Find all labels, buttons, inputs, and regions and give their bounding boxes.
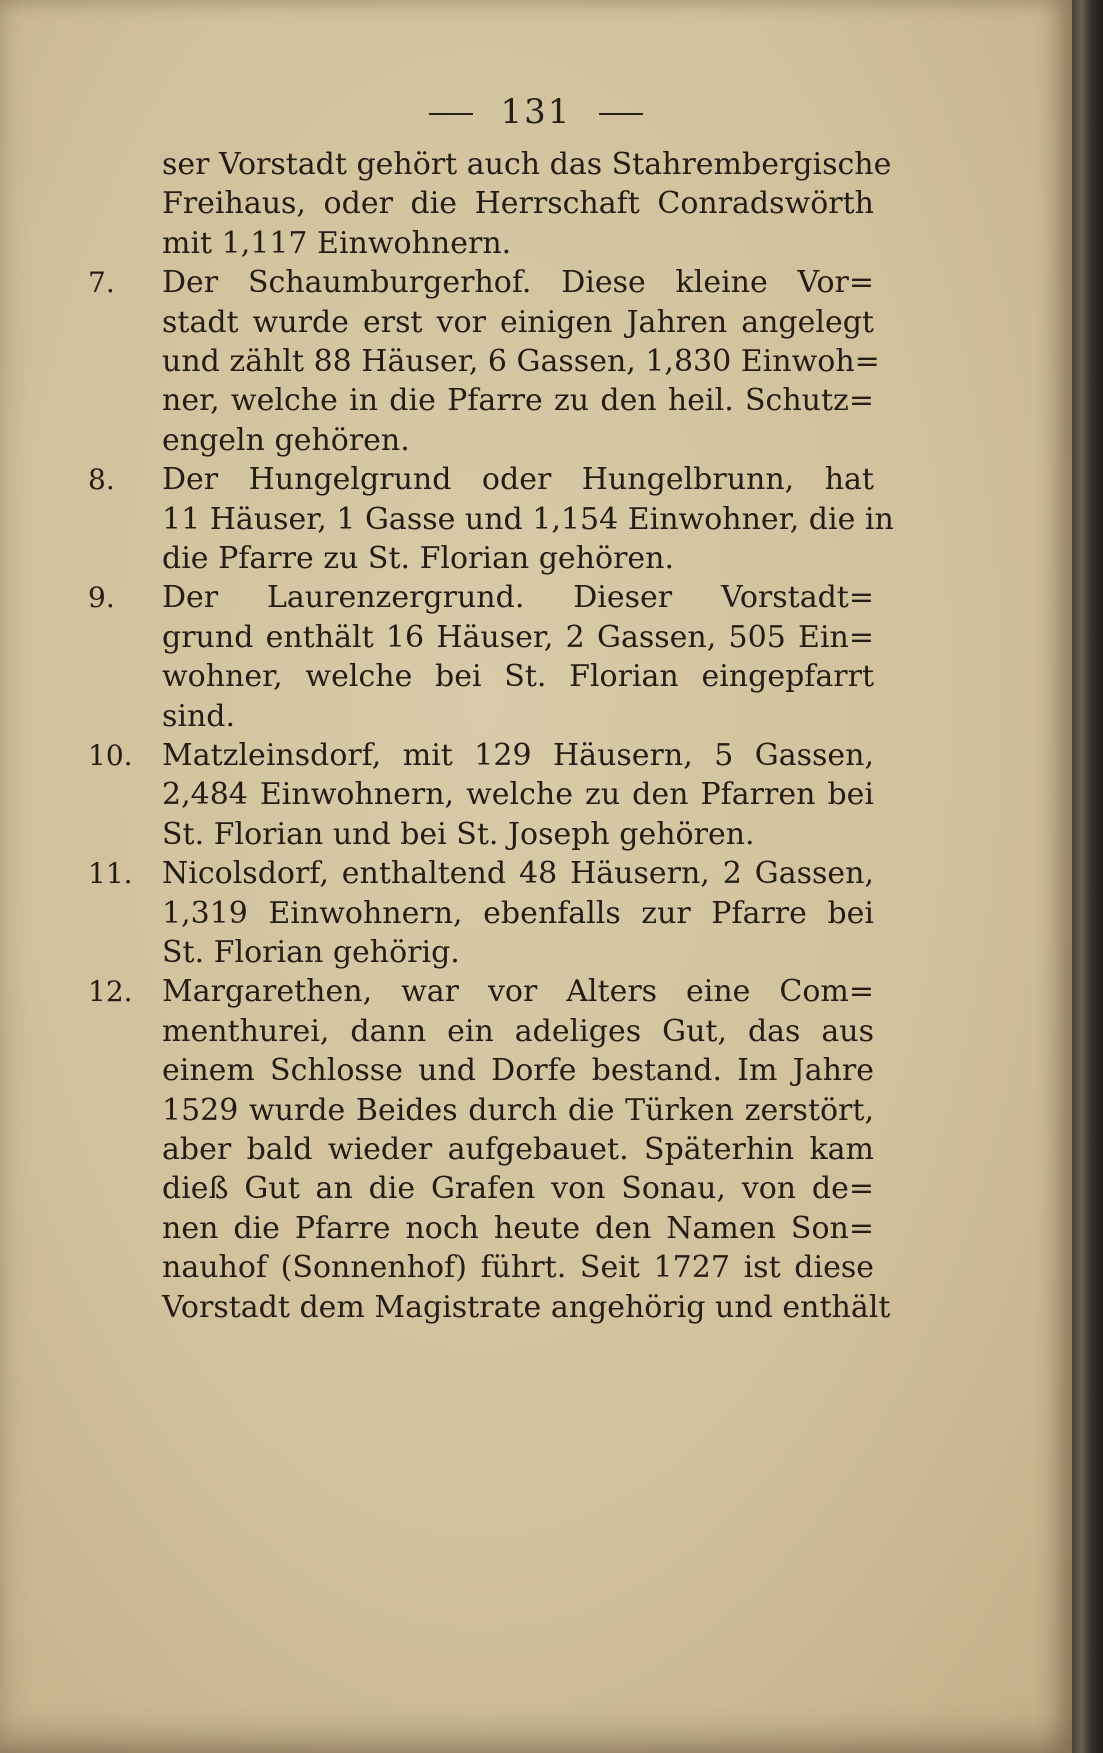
text-line: sind. [162,699,236,734]
text-line: stadt wurde erst vor einigen Jahren angelegt [162,305,874,340]
text-line: mit 1,117 Einwohnern. [162,226,512,261]
text-line: menthurei, dann ein adeliges Gut, das aus [162,1014,874,1049]
text-line: nen die Pfarre noch heute den Namen Son= [162,1211,874,1246]
text-line: Der Hungelgrund oder Hungelbrunn, hat [162,462,874,497]
text-line: Matzleinsdorf, mit 129 Häusern, 5 Gassen, [162,738,874,773]
text-line: Vorstadt dem Magistrate angehörig und enthält [162,1290,891,1325]
text-line: Der Laurenzergrund. Dieser Vorstadt= [162,580,874,615]
text-line: ner, welche in die Pfarre zu den heil. Schutz= [162,383,874,418]
text-line: Freihaus, oder die Herrschaft Conradswörth [162,186,874,221]
item-number: 11. [88,857,133,890]
item-number: 7. [88,266,115,299]
text-line: 11 Häuser, 1 Gasse und 1,154 Einwohner, die in [162,502,894,537]
text-line: St. Florian gehörig. [162,935,460,970]
text-line: nauhof (Sonnenhof) führt. Seit 1727 ist diese [162,1250,874,1285]
text-line: St. Florian und bei St. Joseph gehören. [162,817,755,852]
text-line: 2,484 Einwohnern, welche zu den Pfarren bei [162,777,874,812]
text-line: grund enthält 16 Häuser, 2 Gassen, 505 Ein= [162,620,874,655]
page-header [0,92,1072,132]
header-dash-left [429,113,473,115]
text-line: 1529 wurde Beides durch die Türken zerstört, [162,1093,874,1128]
page-number: 131 [500,92,572,132]
item-number: 9. [88,581,115,614]
text-line: aber bald wieder aufgebauet. Späterhin kam [162,1132,874,1167]
text-line: Nicolsdorf, enthaltend 48 Häusern, 2 Gassen, [162,856,874,891]
item-number: 8. [88,463,115,496]
text-line: dieß Gut an die Grafen von Sonau, von de= [162,1171,874,1206]
text-line: und zählt 88 Häuser, 6 Gassen, 1,830 Einwoh= [162,344,880,379]
text-line: ser Vorstadt gehört auch das Stahrembergische [162,147,892,182]
text-line: wohner, welche bei St. Florian eingepfarrt [162,659,874,694]
text-line: einem Schlosse und Dorfe bestand. Im Jahre [162,1053,874,1088]
text-line: Margarethen, war vor Alters eine Com= [162,974,874,1009]
header-dash-right [599,113,643,115]
page-edge [1072,0,1103,1753]
text-line: die Pfarre zu St. Florian gehören. [162,541,675,576]
item-number: 10. [88,739,133,772]
text-line: 1,319 Einwohnern, ebenfalls zur Pfarre bei [162,896,874,931]
item-number: 12. [88,975,133,1008]
text-line: Der Schaumburgerhof. Diese kleine Vor= [162,265,874,300]
text-line: engeln gehören. [162,423,410,458]
